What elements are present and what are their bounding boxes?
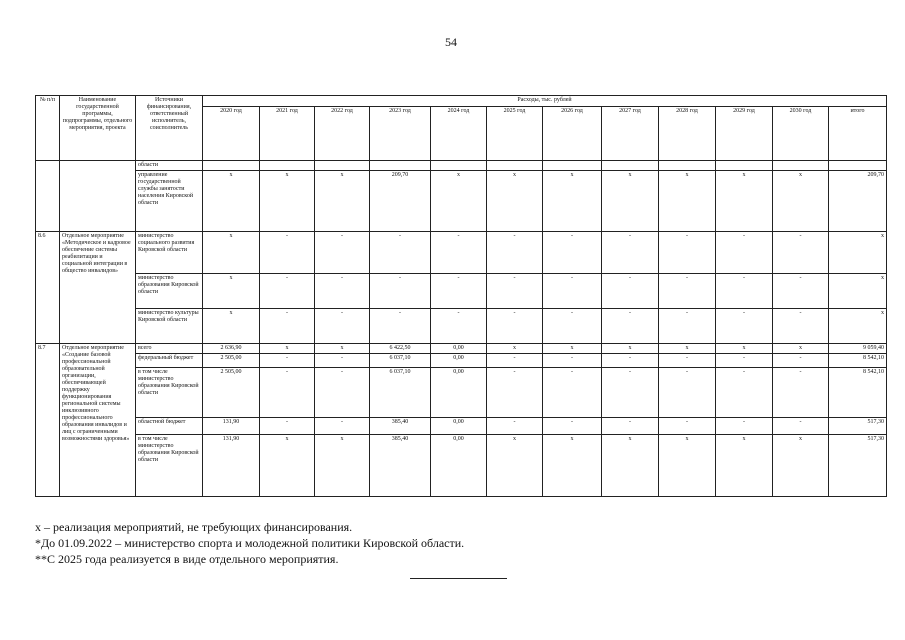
row-value: - bbox=[431, 309, 487, 344]
row-value: - bbox=[659, 368, 716, 418]
row-total: 517,30 bbox=[829, 435, 887, 497]
row-value: - bbox=[543, 368, 602, 418]
row-value: x bbox=[203, 274, 260, 309]
row-value: - bbox=[659, 309, 716, 344]
row-value: x bbox=[602, 344, 659, 354]
row-value: - bbox=[543, 232, 602, 274]
row-value: - bbox=[659, 232, 716, 274]
row-total: x bbox=[829, 309, 887, 344]
row-value: x bbox=[260, 435, 315, 497]
row-value: - bbox=[543, 418, 602, 435]
row-value: x bbox=[203, 309, 260, 344]
row-source: министерство социального развития Кировской области bbox=[136, 232, 203, 274]
row-value: x bbox=[315, 344, 370, 354]
row-value: - bbox=[716, 232, 773, 274]
row-value: - bbox=[602, 309, 659, 344]
header-year: 2029 год bbox=[716, 107, 773, 161]
row-value bbox=[659, 161, 716, 171]
row-value bbox=[431, 161, 487, 171]
row-value: - bbox=[602, 418, 659, 435]
row-value: x bbox=[543, 435, 602, 497]
row-value bbox=[203, 161, 260, 171]
row-value: x bbox=[487, 435, 543, 497]
row-value: 6 037,10 bbox=[370, 368, 431, 418]
row-source: федеральный бюджет bbox=[136, 354, 203, 368]
row-value bbox=[773, 161, 829, 171]
row-value: x bbox=[487, 171, 543, 232]
row-value: - bbox=[315, 368, 370, 418]
row-value bbox=[260, 161, 315, 171]
row-value: x bbox=[716, 171, 773, 232]
header-total: итого bbox=[829, 107, 887, 161]
header-year: 2028 год bbox=[659, 107, 716, 161]
row-value: 0,00 bbox=[431, 368, 487, 418]
header-year: 2030 год bbox=[773, 107, 829, 161]
header-name: Наименование государственной программы, подпрограммы, отдельного мероприятия, проекта bbox=[60, 96, 136, 161]
row-value: 6 422,50 bbox=[370, 344, 431, 354]
table-row bbox=[36, 161, 887, 171]
row-value: - bbox=[315, 274, 370, 309]
row-value: - bbox=[602, 368, 659, 418]
row-value bbox=[370, 161, 431, 171]
row-value: 209,70 bbox=[370, 171, 431, 232]
row-value: - bbox=[370, 274, 431, 309]
row-value: - bbox=[543, 309, 602, 344]
row-source: в том числе министерство образования Кировской области bbox=[136, 368, 203, 418]
row-value: - bbox=[487, 354, 543, 368]
row-total: x bbox=[829, 274, 887, 309]
row-value: - bbox=[716, 418, 773, 435]
table-row bbox=[36, 309, 887, 344]
row-value: 385,40 bbox=[370, 435, 431, 497]
row-value: x bbox=[315, 171, 370, 232]
table-row bbox=[36, 435, 887, 497]
row-source: министерство культуры Кировской области bbox=[136, 309, 203, 344]
row-value: - bbox=[773, 274, 829, 309]
row-value: x bbox=[716, 435, 773, 497]
row-value: x bbox=[602, 171, 659, 232]
header-year: 2023 год bbox=[370, 107, 431, 161]
header-expenses: Расходы, тыс. рублей bbox=[203, 96, 887, 107]
footnote: x – реализация мероприятий, не требующих финансирования. bbox=[35, 520, 353, 534]
row-value bbox=[602, 161, 659, 171]
row-total bbox=[829, 161, 887, 171]
row-value: - bbox=[315, 354, 370, 368]
table-row bbox=[36, 344, 887, 354]
row-value: - bbox=[543, 274, 602, 309]
row-value: - bbox=[315, 309, 370, 344]
row-name-empty bbox=[60, 161, 136, 232]
row-value: - bbox=[260, 354, 315, 368]
row-source: управление государственной службы занятости населения Кировской области bbox=[136, 171, 203, 232]
row-value: x bbox=[315, 435, 370, 497]
row-value: - bbox=[370, 232, 431, 274]
row-value: 131,90 bbox=[203, 418, 260, 435]
row-value: - bbox=[487, 274, 543, 309]
row-value bbox=[716, 161, 773, 171]
row-value: 0,00 bbox=[431, 418, 487, 435]
row-value: x bbox=[543, 171, 602, 232]
row-value: - bbox=[260, 418, 315, 435]
row-value: - bbox=[260, 309, 315, 344]
row-value: - bbox=[315, 232, 370, 274]
row-total: 9 059,40 bbox=[829, 344, 887, 354]
row-value: x bbox=[487, 344, 543, 354]
footnotes bbox=[35, 519, 464, 567]
row-value: - bbox=[431, 274, 487, 309]
row-value: 131,90 bbox=[203, 435, 260, 497]
row-value: 6 037,10 bbox=[370, 354, 431, 368]
row-value bbox=[487, 161, 543, 171]
table-row bbox=[36, 354, 887, 368]
group-8-7-no: 8.7 bbox=[36, 344, 60, 497]
row-value: - bbox=[602, 232, 659, 274]
footnote: *До 01.09.2022 – министерство спорта и молодежной политики Кировской области. bbox=[35, 536, 465, 550]
page-number: 54 bbox=[445, 35, 457, 49]
header-year: 2025 год bbox=[487, 107, 543, 161]
row-value: - bbox=[260, 274, 315, 309]
row-value: - bbox=[659, 274, 716, 309]
row-value bbox=[315, 161, 370, 171]
row-value: - bbox=[773, 368, 829, 418]
row-value: - bbox=[773, 232, 829, 274]
header-year: 2020 год bbox=[203, 107, 260, 161]
separator-line bbox=[410, 578, 507, 579]
row-value: - bbox=[716, 354, 773, 368]
row-source: в том числе министерство образования Кировской области bbox=[136, 435, 203, 497]
row-source: областной бюджет bbox=[136, 418, 203, 435]
row-value: - bbox=[487, 368, 543, 418]
row-value: - bbox=[773, 418, 829, 435]
row-value: - bbox=[602, 354, 659, 368]
header-source: Источники финансирования, ответственный исполнитель, соисполнитель bbox=[136, 96, 203, 161]
row-value: - bbox=[716, 368, 773, 418]
row-no-empty bbox=[36, 161, 60, 232]
row-value: 0,00 bbox=[431, 435, 487, 497]
row-value: x bbox=[659, 435, 716, 497]
row-value: - bbox=[543, 354, 602, 368]
header-year: 2024 год bbox=[431, 107, 487, 161]
row-total: 209,70 bbox=[829, 171, 887, 232]
footnote: **С 2025 года реализуется в виде отдельного мероприятия. bbox=[35, 552, 339, 566]
row-value: 2 636,90 bbox=[203, 344, 260, 354]
row-value: 2 505,00 bbox=[203, 368, 260, 418]
header-no: № п/п bbox=[36, 96, 60, 161]
row-value: - bbox=[659, 354, 716, 368]
header-year: 2021 год bbox=[260, 107, 315, 161]
row-value: x bbox=[602, 435, 659, 497]
row-source: министерство образования Кировской области bbox=[136, 274, 203, 309]
row-value: x bbox=[543, 344, 602, 354]
group-8-6-no: 8.6 bbox=[36, 232, 60, 344]
row-value: - bbox=[315, 418, 370, 435]
expenses-table bbox=[35, 95, 887, 497]
header-year: 2027 год bbox=[602, 107, 659, 161]
row-value: - bbox=[773, 354, 829, 368]
row-total: 8 542,10 bbox=[829, 368, 887, 418]
row-total: 8 542,10 bbox=[829, 354, 887, 368]
row-value: - bbox=[602, 274, 659, 309]
row-source: области bbox=[136, 161, 203, 171]
row-value: - bbox=[716, 274, 773, 309]
row-value: x bbox=[260, 344, 315, 354]
row-value: 0,00 bbox=[431, 354, 487, 368]
row-value: x bbox=[716, 344, 773, 354]
row-value: - bbox=[487, 309, 543, 344]
row-value: - bbox=[260, 232, 315, 274]
row-value: - bbox=[487, 232, 543, 274]
row-value: x bbox=[659, 171, 716, 232]
row-value: 385,40 bbox=[370, 418, 431, 435]
row-value: x bbox=[773, 171, 829, 232]
row-total: 517,30 bbox=[829, 418, 887, 435]
table-row bbox=[36, 418, 887, 435]
row-value: - bbox=[487, 418, 543, 435]
group-8-7-name: Отдельное мероприятие «Создание базовой профессиональной образовательной организации, обеспечивающей поддержку функционирования региональной системы инклюзивного профессионального образования инвалидов и лиц с ограниченными возможностями здоровья» bbox=[60, 344, 136, 497]
row-value: 2 505,00 bbox=[203, 354, 260, 368]
row-total: x bbox=[829, 232, 887, 274]
row-value: - bbox=[370, 309, 431, 344]
header-year: 2026 год bbox=[543, 107, 602, 161]
row-value: - bbox=[773, 309, 829, 344]
group-8-6-name: Отдельное мероприятие «Методическое и кадровое обеспечение системы реабилитации и социальной интеграции в общество инвалидов» bbox=[60, 232, 136, 344]
header-year: 2022 год bbox=[315, 107, 370, 161]
row-value: x bbox=[203, 171, 260, 232]
row-value: - bbox=[659, 418, 716, 435]
table-row bbox=[36, 368, 887, 418]
row-value: 0,00 bbox=[431, 344, 487, 354]
table-row bbox=[36, 171, 887, 232]
row-value: x bbox=[260, 171, 315, 232]
row-value: - bbox=[260, 368, 315, 418]
row-value: x bbox=[431, 171, 487, 232]
row-value: x bbox=[659, 344, 716, 354]
row-value: - bbox=[716, 309, 773, 344]
row-value: x bbox=[773, 435, 829, 497]
row-value: - bbox=[431, 232, 487, 274]
table-row bbox=[36, 232, 887, 274]
table-row bbox=[36, 274, 887, 309]
row-value: x bbox=[203, 232, 260, 274]
row-source: всего bbox=[136, 344, 203, 354]
row-value: x bbox=[773, 344, 829, 354]
row-value bbox=[543, 161, 602, 171]
